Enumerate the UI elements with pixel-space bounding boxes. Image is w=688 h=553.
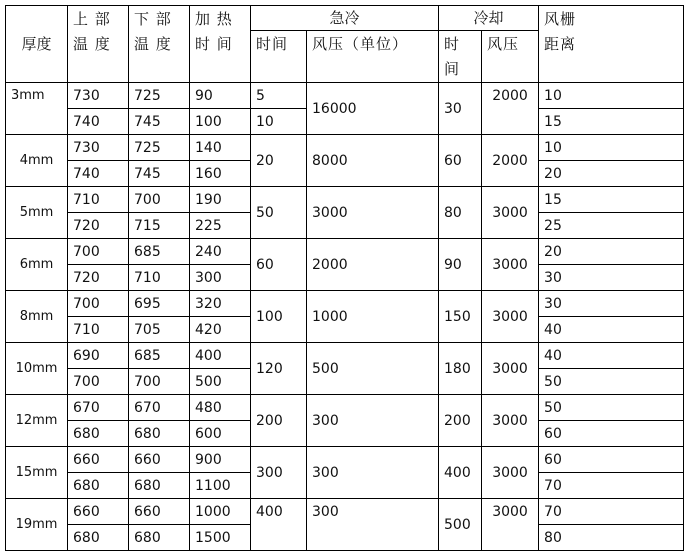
- cooling-time-cell: 90: [439, 239, 482, 291]
- grid-distance-cell: 70: [539, 499, 684, 525]
- header-quench-time: 时间: [251, 31, 307, 83]
- cooling-time-cell: 30: [439, 83, 482, 135]
- header-grid-distance-label: 风栅 距离: [544, 10, 577, 53]
- header-thickness: 厚度: [6, 6, 68, 83]
- lower-temp-cell: 700: [129, 187, 190, 213]
- upper-temp-cell: 680: [68, 473, 129, 499]
- cooling-time-cell: 80: [439, 187, 482, 239]
- heat-time-cell: 600: [190, 421, 251, 447]
- lower-temp-cell: 695: [129, 291, 190, 317]
- thickness-cell: 4mm: [6, 135, 68, 187]
- upper-temp-cell: 720: [68, 265, 129, 291]
- heat-time-cell: 400: [190, 343, 251, 369]
- thickness-cell: 3mm: [6, 83, 68, 135]
- upper-temp-cell: 660: [68, 499, 129, 525]
- lower-temp-cell: 685: [129, 343, 190, 369]
- heat-time-cell: 320: [190, 291, 251, 317]
- cooling-pressure-cell: 3000: [482, 187, 539, 239]
- table-row: [6, 135, 684, 161]
- upper-temp-cell: 710: [68, 317, 129, 343]
- thickness-cell: 8mm: [6, 291, 68, 343]
- quench-pressure-cell: 300: [307, 447, 439, 499]
- cooling-time-cell: 180: [439, 343, 482, 395]
- grid-distance-cell: 30: [539, 265, 684, 291]
- thickness-cell: 12mm: [6, 395, 68, 447]
- quench-pressure-cell: 2000: [307, 239, 439, 291]
- cooling-pressure-cell: 3000: [482, 291, 539, 343]
- header-cooling-pressure: 风压: [482, 31, 539, 83]
- lower-temp-cell: 715: [129, 213, 190, 239]
- quench-time-cell: 120: [251, 343, 307, 395]
- tempering-parameters-table: [5, 5, 684, 551]
- cooling-pressure-cell: 3000: [482, 499, 539, 551]
- heat-time-cell: 225: [190, 213, 251, 239]
- heat-time-cell: 140: [190, 135, 251, 161]
- quench-time-cell: 100: [251, 291, 307, 343]
- upper-temp-cell: 720: [68, 213, 129, 239]
- heat-time-cell: 190: [190, 187, 251, 213]
- quench-time-cell: 60: [251, 239, 307, 291]
- lower-temp-cell: 745: [129, 161, 190, 187]
- quench-time-cell: 300: [251, 447, 307, 499]
- lower-temp-cell: 705: [129, 317, 190, 343]
- grid-distance-cell: 10: [539, 135, 684, 161]
- quench-pressure-cell: 500: [307, 343, 439, 395]
- upper-temp-cell: 680: [68, 525, 129, 551]
- header-heat-time: 加 热 时 间: [190, 6, 251, 83]
- lower-temp-cell: 710: [129, 265, 190, 291]
- upper-temp-cell: 730: [68, 83, 129, 109]
- lower-temp-cell: 745: [129, 109, 190, 135]
- grid-distance-cell: 70: [539, 473, 684, 499]
- lower-temp-cell: 725: [129, 83, 190, 109]
- header-grid-distance: [539, 6, 684, 83]
- upper-temp-cell: 740: [68, 109, 129, 135]
- heat-time-cell: 100: [190, 109, 251, 135]
- cooling-pressure-cell: 3000: [482, 239, 539, 291]
- grid-distance-cell: 50: [539, 369, 684, 395]
- upper-temp-cell: 700: [68, 291, 129, 317]
- cooling-pressure-cell: 3000: [482, 447, 539, 499]
- cooling-time-cell: 500: [439, 499, 482, 551]
- table-row: [6, 447, 684, 473]
- header-upper-temp: 上 部 温 度: [68, 6, 129, 83]
- table-row: [6, 395, 684, 421]
- quench-pressure-cell: 300: [307, 395, 439, 447]
- table-row: [6, 343, 684, 369]
- upper-temp-cell: 680: [68, 421, 129, 447]
- header-cooling-time: [439, 31, 482, 83]
- cooling-pressure-cell: 3000: [482, 395, 539, 447]
- heat-time-cell: 900: [190, 447, 251, 473]
- upper-temp-cell: 660: [68, 447, 129, 473]
- upper-temp-cell: 700: [68, 369, 129, 395]
- quench-pressure-cell: 1000: [307, 291, 439, 343]
- grid-distance-cell: 40: [539, 317, 684, 343]
- lower-temp-cell: 725: [129, 135, 190, 161]
- table-row: [6, 83, 684, 109]
- table-row: [6, 291, 684, 317]
- upper-temp-cell: 670: [68, 395, 129, 421]
- heat-time-cell: 160: [190, 161, 251, 187]
- table-row: [6, 499, 684, 525]
- grid-distance-cell: 25: [539, 213, 684, 239]
- heat-time-cell: 1000: [190, 499, 251, 525]
- quench-time-cell: 5: [251, 83, 307, 109]
- header-lower-temp: 下 部 温 度: [129, 6, 190, 83]
- grid-distance-cell: 15: [539, 187, 684, 213]
- thickness-cell: 10mm: [6, 343, 68, 395]
- heat-time-cell: 480: [190, 395, 251, 421]
- grid-distance-cell: 40: [539, 343, 684, 369]
- cooling-time-cell: 200: [439, 395, 482, 447]
- heat-time-cell: 300: [190, 265, 251, 291]
- thickness-cell: 19mm: [6, 499, 68, 551]
- table-row: [6, 239, 684, 265]
- quench-time-cell: 200: [251, 395, 307, 447]
- upper-temp-cell: 700: [68, 239, 129, 265]
- quench-time-cell: 50: [251, 187, 307, 239]
- table-row: [6, 187, 684, 213]
- header-cooling: 冷却: [439, 6, 539, 31]
- lower-temp-cell: 660: [129, 499, 190, 525]
- lower-temp-cell: 670: [129, 395, 190, 421]
- header-quench: 急冷: [251, 6, 439, 31]
- grid-distance-cell: 30: [539, 291, 684, 317]
- grid-distance-cell: 60: [539, 447, 684, 473]
- upper-temp-cell: 740: [68, 161, 129, 187]
- quench-time-cell: 20: [251, 135, 307, 187]
- cooling-time-cell: 150: [439, 291, 482, 343]
- cooling-time-cell: 400: [439, 447, 482, 499]
- grid-distance-cell: 20: [539, 161, 684, 187]
- lower-temp-cell: 660: [129, 447, 190, 473]
- lower-temp-cell: 700: [129, 369, 190, 395]
- grid-distance-cell: 10: [539, 83, 684, 109]
- grid-distance-cell: 15: [539, 109, 684, 135]
- upper-temp-cell: 730: [68, 135, 129, 161]
- quench-time-cell: 10: [251, 109, 307, 135]
- cooling-time-cell: 60: [439, 135, 482, 187]
- heat-time-cell: 240: [190, 239, 251, 265]
- header-quench-pressure: 风压（单位）: [307, 31, 439, 83]
- thickness-cell: 6mm: [6, 239, 68, 291]
- cooling-pressure-cell: 2000: [482, 83, 539, 135]
- heat-time-cell: 90: [190, 83, 251, 109]
- grid-distance-cell: 60: [539, 421, 684, 447]
- thickness-cell: 15mm: [6, 447, 68, 499]
- upper-temp-cell: 690: [68, 343, 129, 369]
- lower-temp-cell: 680: [129, 525, 190, 551]
- grid-distance-cell: 20: [539, 239, 684, 265]
- heat-time-cell: 1500: [190, 525, 251, 551]
- cooling-pressure-cell: 3000: [482, 343, 539, 395]
- cooling-pressure-cell: 2000: [482, 135, 539, 187]
- upper-temp-cell: 710: [68, 187, 129, 213]
- heat-time-cell: 500: [190, 369, 251, 395]
- lower-temp-cell: 680: [129, 473, 190, 499]
- heat-time-cell: 420: [190, 317, 251, 343]
- header-cooling-time-label: 时 间: [444, 35, 461, 78]
- quench-pressure-cell: 8000: [307, 135, 439, 187]
- lower-temp-cell: 680: [129, 421, 190, 447]
- grid-distance-cell: 50: [539, 395, 684, 421]
- quench-pressure-cell: 16000: [307, 83, 439, 135]
- grid-distance-cell: 80: [539, 525, 684, 551]
- quench-pressure-cell: 300: [307, 499, 439, 551]
- heat-time-cell: 1100: [190, 473, 251, 499]
- thickness-cell: 5mm: [6, 187, 68, 239]
- quench-time-cell: 400: [251, 499, 307, 551]
- quench-pressure-cell: 3000: [307, 187, 439, 239]
- lower-temp-cell: 685: [129, 239, 190, 265]
